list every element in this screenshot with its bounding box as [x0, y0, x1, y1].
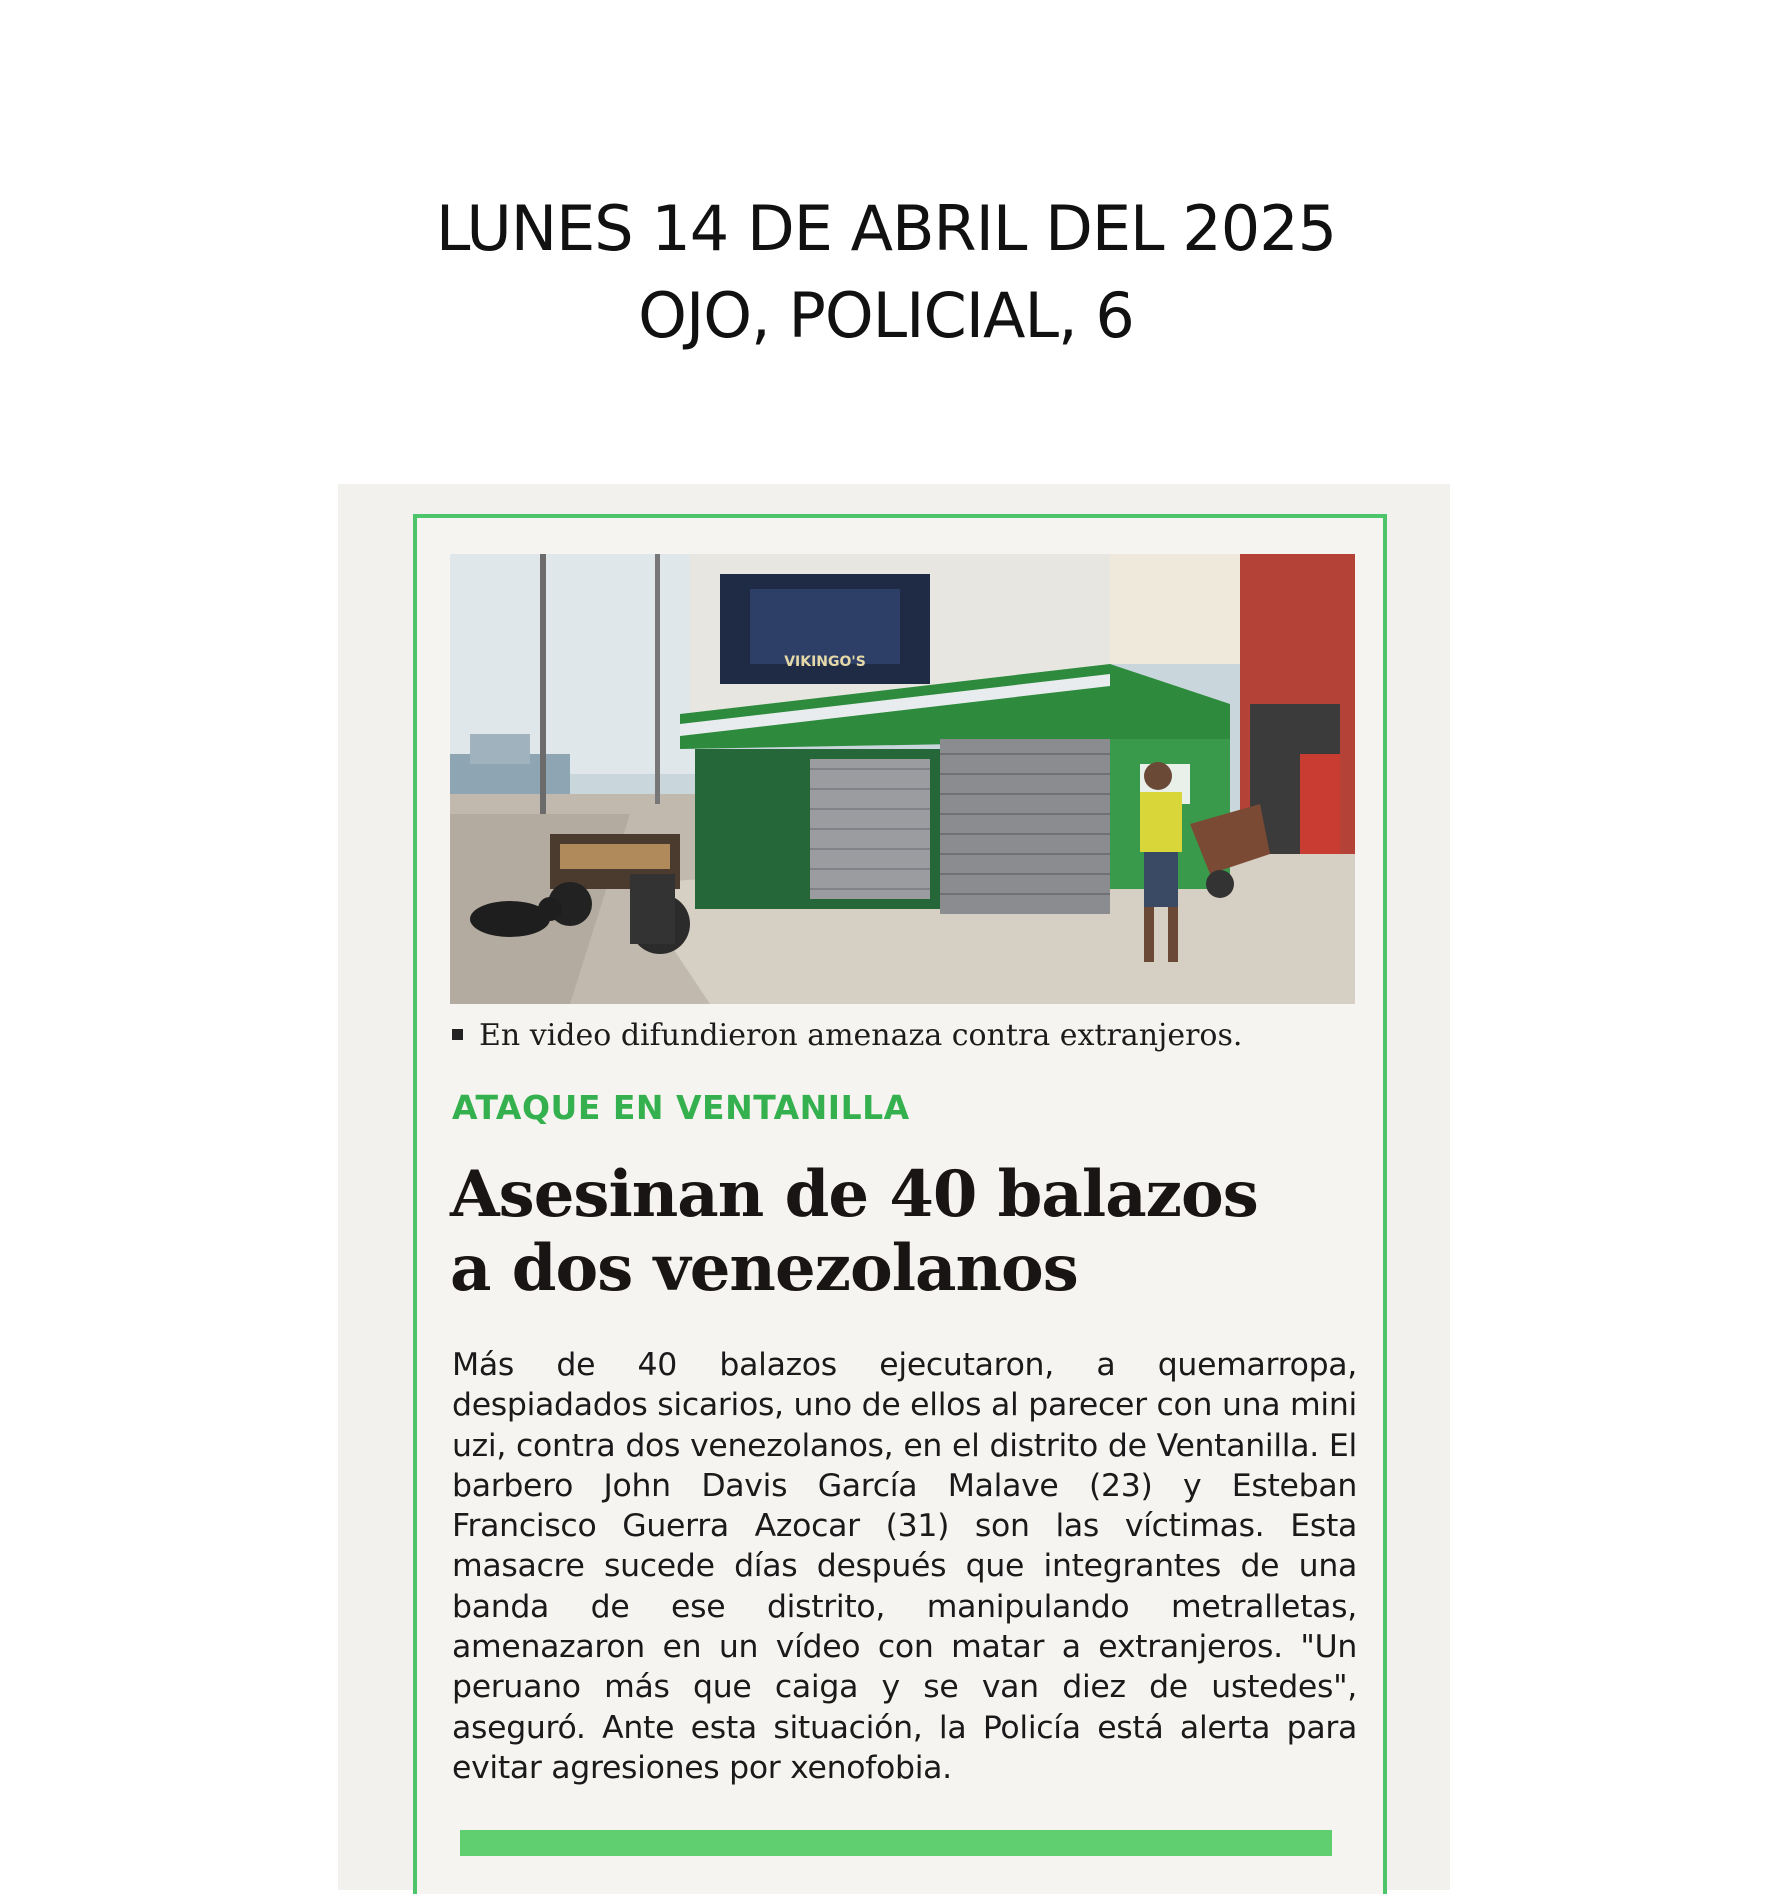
article-body: Más de 40 balazos ejecutaron, a quemarropa, despiadados sicarios, uno de ellos al parecer con una mini uzi, contra dos venezolanos, en el distrito de Ventanilla. El barbero John Davis García Malave (23) y Esteban Francisco Guerra Azocar (31) son las víctimas. Esta masacre sucede días después que integrantes de una banda de ese distrito, manipulando metralletas, amenazaron en un vídeo con matar a extranjeros. "Un peruano más que caiga y se van diez de ustedes", aseguró. Ante esta situación, la Policía está alerta para evitar agresiones por xenofobia. — [452, 1347, 1357, 1786]
headline-line-1: Asesinan de 40 balazos — [450, 1157, 1258, 1232]
clipping-date: LUNES 14 DE ABRIL DEL 2025 — [435, 192, 1337, 265]
article-photo — [450, 554, 1355, 1004]
clipping-source: OJO, POLICIAL, 6 — [638, 279, 1134, 352]
article-headline — [450, 1158, 1360, 1306]
section-label: ATAQUE EN VENTANILLA — [452, 1088, 910, 1127]
bullet-icon — [452, 1029, 463, 1040]
headline-line-2: a dos venezolanos — [450, 1231, 1078, 1306]
photo-caption — [452, 1018, 1242, 1053]
photo-caption-text: En video difundieron amenaza contra extranjeros. — [479, 1018, 1243, 1053]
bottom-accent-bar — [460, 1830, 1332, 1856]
photo-sign-text: VIKINGO'S — [784, 654, 866, 670]
